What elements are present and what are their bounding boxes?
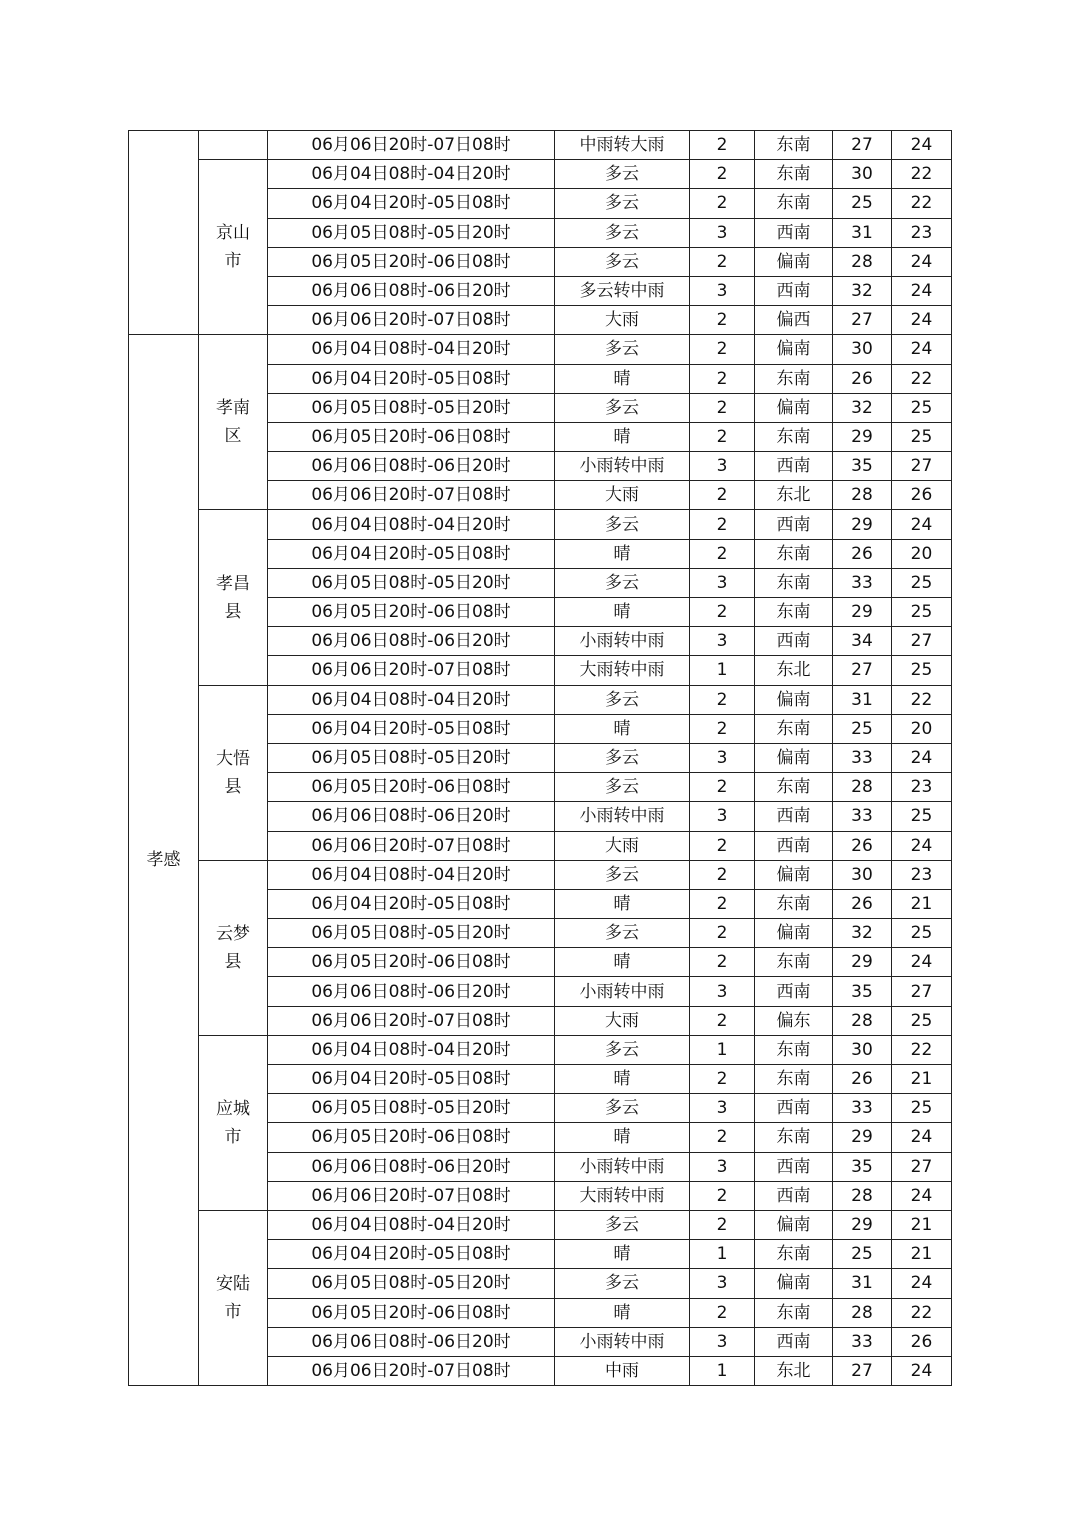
time-period-cell: 06月04日20时-05日08时 [268,889,555,918]
weather-cell: 多云 [555,919,690,948]
min-temp-cell: 21 [892,1065,952,1094]
time-period-cell: 06月04日20时-05日08时 [268,1065,555,1094]
wind-level-cell: 2 [690,598,755,627]
weather-cell: 多云 [555,393,690,422]
weather-cell: 多云 [555,685,690,714]
min-temp-cell: 24 [892,743,952,772]
max-temp-cell: 33 [833,1094,892,1123]
min-temp-cell: 25 [892,1094,952,1123]
wind-level-cell: 3 [690,218,755,247]
county-cell [199,860,268,1035]
max-temp-cell: 32 [833,393,892,422]
wind-direction-cell: 偏西 [755,306,833,335]
wind-direction-cell: 西南 [755,1181,833,1210]
time-period-cell: 06月05日08时-05日20时 [268,568,555,597]
county-name: 孝昌县 [216,573,250,622]
min-temp-cell: 24 [892,1181,952,1210]
min-temp-cell: 25 [892,1006,952,1035]
time-period-cell: 06月05日20时-06日08时 [268,422,555,451]
wind-level-cell: 2 [690,1065,755,1094]
min-temp-cell: 22 [892,1298,952,1327]
min-temp-cell: 22 [892,685,952,714]
weather-cell: 晴 [555,539,690,568]
forecast-table [128,130,952,1386]
max-temp-cell: 28 [833,1006,892,1035]
table-row [129,160,952,189]
wind-level-cell: 1 [690,656,755,685]
weather-cell: 大雨 [555,481,690,510]
time-period-cell: 06月04日20时-05日08时 [268,364,555,393]
time-period-cell: 06月06日20时-07日08时 [268,1006,555,1035]
max-temp-cell: 27 [833,656,892,685]
wind-direction-cell: 东南 [755,1035,833,1064]
weather-cell: 多云 [555,568,690,597]
time-period-cell: 06月06日08时-06日20时 [268,802,555,831]
wind-direction-cell: 西南 [755,831,833,860]
min-temp-cell: 23 [892,860,952,889]
county-cell [199,131,268,160]
time-period-cell: 06月04日08时-04日20时 [268,685,555,714]
wind-level-cell: 2 [690,831,755,860]
wind-level-cell: 2 [690,306,755,335]
wind-level-cell: 2 [690,131,755,160]
max-temp-cell: 30 [833,335,892,364]
wind-level-cell: 3 [690,452,755,481]
min-temp-cell: 21 [892,1240,952,1269]
min-temp-cell: 22 [892,364,952,393]
wind-direction-cell: 东南 [755,1123,833,1152]
weather-cell: 多云 [555,743,690,772]
wind-level-cell: 2 [690,189,755,218]
wind-level-cell: 2 [690,364,755,393]
wind-level-cell: 2 [690,1123,755,1152]
wind-level-cell: 3 [690,568,755,597]
weather-cell: 多云 [555,335,690,364]
weather-cell: 晴 [555,1123,690,1152]
min-temp-cell: 27 [892,1152,952,1181]
min-temp-cell: 22 [892,189,952,218]
wind-direction-cell: 西南 [755,1152,833,1181]
min-temp-cell: 24 [892,948,952,977]
time-period-cell: 06月06日08时-06日20时 [268,1152,555,1181]
max-temp-cell: 29 [833,510,892,539]
wind-direction-cell: 东南 [755,598,833,627]
wind-level-cell: 3 [690,1094,755,1123]
time-period-cell: 06月05日08时-05日20时 [268,1269,555,1298]
weather-cell: 多云 [555,773,690,802]
table-row [129,131,952,160]
wind-level-cell: 2 [690,160,755,189]
min-temp-cell: 25 [892,422,952,451]
time-period-cell: 06月06日20时-07日08时 [268,1356,555,1385]
wind-direction-cell: 西南 [755,1094,833,1123]
table-row [129,860,952,889]
max-temp-cell: 28 [833,1181,892,1210]
max-temp-cell: 27 [833,131,892,160]
time-period-cell: 06月05日08时-05日20时 [268,1094,555,1123]
weather-cell: 多云 [555,510,690,539]
max-temp-cell: 29 [833,422,892,451]
max-temp-cell: 29 [833,1123,892,1152]
time-period-cell: 06月05日08时-05日20时 [268,743,555,772]
max-temp-cell: 26 [833,831,892,860]
wind-direction-cell: 偏东 [755,1006,833,1035]
max-temp-cell: 31 [833,218,892,247]
wind-direction-cell: 东南 [755,422,833,451]
max-temp-cell: 35 [833,1152,892,1181]
max-temp-cell: 33 [833,743,892,772]
min-temp-cell: 27 [892,627,952,656]
max-temp-cell: 34 [833,627,892,656]
min-temp-cell: 24 [892,1123,952,1152]
county-cell [199,335,268,510]
max-temp-cell: 30 [833,1035,892,1064]
wind-level-cell: 2 [690,1298,755,1327]
weather-cell: 小雨转中雨 [555,1152,690,1181]
max-temp-cell: 25 [833,714,892,743]
weather-cell: 晴 [555,1065,690,1094]
time-period-cell: 06月06日08时-06日20时 [268,1327,555,1356]
wind-level-cell: 2 [690,510,755,539]
wind-direction-cell: 东北 [755,481,833,510]
table-row [129,510,952,539]
max-temp-cell: 28 [833,1298,892,1327]
weather-cell: 多云转中雨 [555,276,690,305]
county-name: 应城市 [216,1098,250,1147]
min-temp-cell: 21 [892,889,952,918]
wind-direction-cell: 偏南 [755,1269,833,1298]
wind-level-cell: 2 [690,393,755,422]
wind-direction-cell: 东南 [755,1065,833,1094]
wind-level-cell: 2 [690,1210,755,1239]
time-period-cell: 06月06日08时-06日20时 [268,977,555,1006]
wind-direction-cell: 东南 [755,1298,833,1327]
time-period-cell: 06月06日20时-07日08时 [268,131,555,160]
min-temp-cell: 25 [892,802,952,831]
max-temp-cell: 33 [833,1327,892,1356]
wind-direction-cell: 东南 [755,773,833,802]
min-temp-cell: 25 [892,393,952,422]
max-temp-cell: 29 [833,1210,892,1239]
wind-level-cell: 2 [690,539,755,568]
time-period-cell: 06月06日20时-07日08时 [268,1181,555,1210]
min-temp-cell: 24 [892,306,952,335]
wind-level-cell: 2 [690,247,755,276]
weather-cell: 小雨转中雨 [555,802,690,831]
min-temp-cell: 22 [892,1035,952,1064]
time-period-cell: 06月04日08时-04日20时 [268,1210,555,1239]
weather-cell: 晴 [555,714,690,743]
wind-level-cell: 2 [690,889,755,918]
weather-cell: 中雨 [555,1356,690,1385]
wind-direction-cell: 西南 [755,276,833,305]
min-temp-cell: 26 [892,481,952,510]
max-temp-cell: 27 [833,1356,892,1385]
county-name: 安陆市 [216,1274,250,1322]
wind-direction-cell: 西南 [755,452,833,481]
wind-direction-cell: 西南 [755,802,833,831]
time-period-cell: 06月06日20时-07日08时 [268,656,555,685]
min-temp-cell: 24 [892,1356,952,1385]
max-temp-cell: 25 [833,1240,892,1269]
wind-level-cell: 3 [690,1152,755,1181]
weather-cell: 多云 [555,1269,690,1298]
county-cell [199,1210,268,1385]
weather-cell: 晴 [555,1298,690,1327]
time-period-cell: 06月05日08时-05日20时 [268,218,555,247]
wind-direction-cell: 东南 [755,889,833,918]
min-temp-cell: 24 [892,276,952,305]
wind-direction-cell: 东南 [755,539,833,568]
max-temp-cell: 33 [833,568,892,597]
wind-direction-cell: 东南 [755,131,833,160]
time-period-cell: 06月04日20时-05日08时 [268,189,555,218]
max-temp-cell: 30 [833,160,892,189]
county-cell [199,160,268,335]
max-temp-cell: 26 [833,889,892,918]
time-period-cell: 06月05日20时-06日08时 [268,948,555,977]
time-period-cell: 06月04日08时-04日20时 [268,510,555,539]
weather-cell: 小雨转中雨 [555,452,690,481]
max-temp-cell: 32 [833,919,892,948]
wind-level-cell: 3 [690,802,755,831]
wind-direction-cell: 偏南 [755,860,833,889]
wind-direction-cell: 东南 [755,714,833,743]
wind-level-cell: 2 [690,948,755,977]
wind-direction-cell: 东南 [755,364,833,393]
weather-cell: 小雨转中雨 [555,977,690,1006]
time-period-cell: 06月05日08时-05日20时 [268,919,555,948]
wind-level-cell: 3 [690,627,755,656]
wind-direction-cell: 偏南 [755,1210,833,1239]
min-temp-cell: 25 [892,568,952,597]
time-period-cell: 06月05日20时-06日08时 [268,247,555,276]
wind-direction-cell: 偏南 [755,685,833,714]
wind-level-cell: 3 [690,743,755,772]
wind-level-cell: 1 [690,1356,755,1385]
weather-cell: 晴 [555,598,690,627]
wind-level-cell: 2 [690,422,755,451]
weather-cell: 大雨转中雨 [555,1181,690,1210]
time-period-cell: 06月05日20时-06日08时 [268,773,555,802]
min-temp-cell: 27 [892,977,952,1006]
max-temp-cell: 25 [833,189,892,218]
wind-direction-cell: 偏南 [755,335,833,364]
wind-level-cell: 2 [690,919,755,948]
max-temp-cell: 28 [833,481,892,510]
county-name: 云梦县 [216,923,250,972]
wind-direction-cell: 偏南 [755,919,833,948]
min-temp-cell: 24 [892,510,952,539]
max-temp-cell: 32 [833,276,892,305]
wind-level-cell: 3 [690,977,755,1006]
weather-cell: 多云 [555,247,690,276]
min-temp-cell: 24 [892,131,952,160]
max-temp-cell: 29 [833,948,892,977]
time-period-cell: 06月05日08时-05日20时 [268,393,555,422]
county-name: 孝南区 [216,398,250,447]
time-period-cell: 06月04日08时-04日20时 [268,860,555,889]
time-period-cell: 06月06日08时-06日20时 [268,452,555,481]
table-row [129,335,952,364]
wind-level-cell: 2 [690,860,755,889]
wind-level-cell: 1 [690,1240,755,1269]
max-temp-cell: 26 [833,1065,892,1094]
min-temp-cell: 27 [892,452,952,481]
time-period-cell: 06月04日08时-04日20时 [268,160,555,189]
wind-level-cell: 2 [690,773,755,802]
county-cell [199,1035,268,1210]
min-temp-cell: 26 [892,1327,952,1356]
time-period-cell: 06月04日20时-05日08时 [268,1240,555,1269]
time-period-cell: 06月05日20时-06日08时 [268,598,555,627]
wind-level-cell: 2 [690,335,755,364]
wind-direction-cell: 西南 [755,627,833,656]
wind-level-cell: 2 [690,1006,755,1035]
min-temp-cell: 24 [892,247,952,276]
time-period-cell: 06月06日08时-06日20时 [268,276,555,305]
time-period-cell: 06月06日08时-06日20时 [268,627,555,656]
wind-direction-cell: 东北 [755,656,833,685]
weather-cell: 中雨转大雨 [555,131,690,160]
wind-direction-cell: 东南 [755,189,833,218]
min-temp-cell: 21 [892,1210,952,1239]
min-temp-cell: 25 [892,598,952,627]
table-row [129,1035,952,1064]
county-name: 京山市 [216,223,250,272]
wind-direction-cell: 西南 [755,510,833,539]
max-temp-cell: 29 [833,598,892,627]
max-temp-cell: 27 [833,306,892,335]
wind-direction-cell: 东南 [755,948,833,977]
max-temp-cell: 35 [833,452,892,481]
weather-cell: 大雨 [555,1006,690,1035]
wind-level-cell: 2 [690,714,755,743]
city-cell [129,131,199,335]
wind-direction-cell: 偏南 [755,743,833,772]
wind-direction-cell: 东南 [755,568,833,597]
time-period-cell: 06月06日20时-07日08时 [268,831,555,860]
wind-direction-cell: 偏南 [755,247,833,276]
wind-direction-cell: 西南 [755,977,833,1006]
max-temp-cell: 26 [833,539,892,568]
county-name: 大悟县 [216,748,250,797]
time-period-cell: 06月05日20时-06日08时 [268,1298,555,1327]
weather-cell: 多云 [555,1035,690,1064]
time-period-cell: 06月06日20时-07日08时 [268,306,555,335]
weather-cell: 大雨转中雨 [555,656,690,685]
weather-cell: 小雨转中雨 [555,627,690,656]
wind-level-cell: 3 [690,1269,755,1298]
min-temp-cell: 20 [892,714,952,743]
weather-cell: 晴 [555,889,690,918]
weather-cell: 小雨转中雨 [555,1327,690,1356]
wind-direction-cell: 东南 [755,1240,833,1269]
max-temp-cell: 35 [833,977,892,1006]
weather-cell: 多云 [555,189,690,218]
forecast-table-body [129,131,952,1386]
min-temp-cell: 24 [892,831,952,860]
max-temp-cell: 28 [833,247,892,276]
time-period-cell: 06月04日20时-05日08时 [268,714,555,743]
weather-cell: 晴 [555,948,690,977]
table-row [129,685,952,714]
weather-cell: 大雨 [555,831,690,860]
wind-direction-cell: 偏南 [755,393,833,422]
weather-cell: 多云 [555,218,690,247]
weather-cell: 大雨 [555,306,690,335]
weather-cell: 多云 [555,160,690,189]
wind-direction-cell: 东北 [755,1356,833,1385]
min-temp-cell: 22 [892,160,952,189]
max-temp-cell: 31 [833,1269,892,1298]
time-period-cell: 06月06日20时-07日08时 [268,481,555,510]
min-temp-cell: 25 [892,919,952,948]
weather-cell: 晴 [555,364,690,393]
min-temp-cell: 20 [892,539,952,568]
min-temp-cell: 24 [892,335,952,364]
wind-level-cell: 2 [690,1181,755,1210]
wind-direction-cell: 东南 [755,160,833,189]
max-temp-cell: 28 [833,773,892,802]
wind-level-cell: 1 [690,1035,755,1064]
city-cell: 孝感 [129,335,199,1386]
county-cell [199,510,268,685]
time-period-cell: 06月04日08时-04日20时 [268,1035,555,1064]
wind-level-cell: 3 [690,1327,755,1356]
time-period-cell: 06月04日08时-04日20时 [268,335,555,364]
max-temp-cell: 30 [833,860,892,889]
max-temp-cell: 33 [833,802,892,831]
max-temp-cell: 31 [833,685,892,714]
max-temp-cell: 26 [833,364,892,393]
time-period-cell: 06月04日20时-05日08时 [268,539,555,568]
wind-level-cell: 2 [690,481,755,510]
min-temp-cell: 23 [892,773,952,802]
min-temp-cell: 25 [892,656,952,685]
min-temp-cell: 24 [892,1269,952,1298]
time-period-cell: 06月05日20时-06日08时 [268,1123,555,1152]
county-cell [199,685,268,860]
weather-cell: 多云 [555,1094,690,1123]
wind-level-cell: 2 [690,685,755,714]
weather-cell: 晴 [555,1240,690,1269]
wind-direction-cell: 西南 [755,1327,833,1356]
wind-direction-cell: 西南 [755,218,833,247]
table-row [129,1210,952,1239]
weather-cell: 多云 [555,860,690,889]
wind-level-cell: 3 [690,276,755,305]
min-temp-cell: 23 [892,218,952,247]
weather-cell: 晴 [555,422,690,451]
weather-cell: 多云 [555,1210,690,1239]
